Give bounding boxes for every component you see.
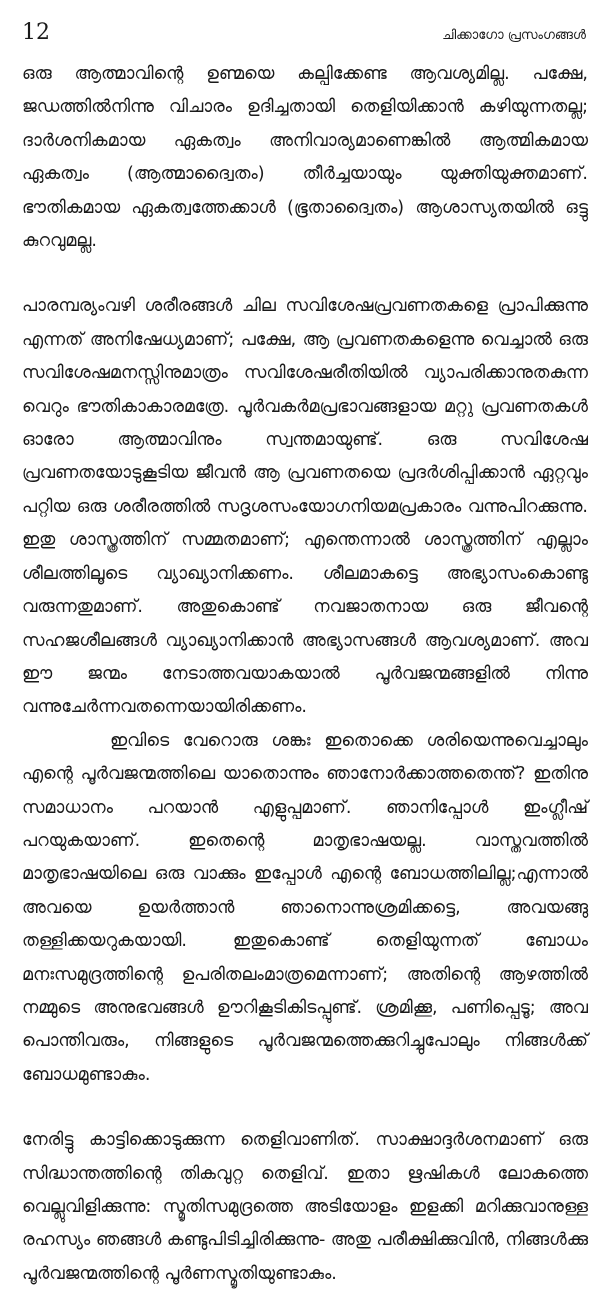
paragraph-3: ഇവിടെ വേറൊരു ശങ്കഃ ഇതൊക്കെ ശരിയെന്നുവെച്ചാലും എന്റെ പൂർവജന്മത്തിലെ യാതൊന്നും ഞാനോർക്കാത്തതെന്ത്? ഇതിനു സമാധാനം പറയാൻ എളുപ്പമാണ്. ഞാനിപ്പോൾ ഇംഗ്ലീഷ് പറയുകയാണ്. ഇതെന്റെ മാതൃഭാഷയല്ല. വാസ്തവത്തിൽ മാതൃഭാഷയിലെ ഒരു വാക്കും ഇപ്പോൾ എന്റെ ബോധത്തിലില്ല;എന്നാൽ അവയെ ഉയർത്താൻ ഞാനൊന്നുശ്രമിക്കട്ടെ, അവയങ്ങു തള്ളിക്കയറുകയായി. ഇതുകൊണ്ട് തെളിയുന്നത് ബോധം മനഃസമുദ്രത്തിന്റെ ഉപരിതലംമാത്രമെന്നാണ്; അതിന്റെ ആഴത്തിൽ നമ്മുടെ അനുഭവങ്ങൾ ഊറികൂടികിടപ്പുണ്ട്. ശ്രമിക്കൂ, പണിപ്പെടൂ; അവ പൊന്തിവരും, നിങ്ങളുടെ പൂർവജന്മത്തെക്കുറിച്ചുപോലും നിങ്ങൾക്ക് ബോധമുണ്ടാകും. <box>22 730 588 1085</box>
page-body <box>22 58 588 1291</box>
page-number: 12 <box>22 20 50 45</box>
paragraph-1: ഒരു ആത്മാവിന്റെ ഉണ്മയെ കല്പിക്കേണ്ട ആവശ്യമില്ല. പക്ഷേ, ജഡത്തിൽനിന്നു വിചാരം ഉദിച്ചതായി തെളിയിക്കാൻ കഴിയുന്നതല്ല; ദാർശനികമായ ഏകത്വം അനിവാര്യമാണെങ്കിൽ ആത്മികമായ ഏകത്വം (ആത്മാദ്വൈതം) തീർച്ചയായും യുക്തിയുക്തമാണ്. ഭൗതികമായ ഏകത്വത്തേക്കാൾ (ഭൂതാദ്വൈതം) ആശാസ്യതയിൽ ഒട്ടു കുറവുമല്ല. <box>22 64 588 252</box>
running-title: ചിക്കാഗോ പ്രസംഗങ്ങൾ <box>442 28 586 43</box>
paragraph-4: നേരിട്ടു കാട്ടിക്കൊടുക്കുന്ന തെളിവാണിത്. സാക്ഷാദ്ദർശനമാണ് ഒരു സിദ്ധാന്തത്തിന്റെ തികവുറ്റ തെളിവ്. ഇതാ ഋഷികൾ ലോകത്തെ വെല്ലുവിളിക്കുന്നു: സ്മൃതിസമുദ്രത്തെ അടിയോളം ഇളക്കി മറിക്കുവാനുള്ള രഹസ്യം ഞങ്ങൾ കണ്ടുപിടിച്ചിരിക്കുന്നു- അതു പരീക്ഷിക്കുവിൻ, നിങ്ങൾക്കു പൂർവജന്മത്തിന്റെ പൂർണസ്മൃതിയുണ്ടാകും. <box>22 1130 588 1284</box>
page-header <box>22 18 586 44</box>
paragraph-2: പാരമ്പര്യംവഴി ശരീരങ്ങൾ ചില സവിശേഷപ്രവണതകളെ പ്രാപിക്കുന്നു എന്നത് അനിഷേധ്യമാണ്; പക്ഷേ, ആ പ്രവണതകളെന്നു വെച്ചാൽ ഒരു സവിശേഷമനസ്സിനുമാത്രം സവിശേഷരീതിയിൽ വ്യാപരിക്കാനുതകുന്ന വെറും ഭൗതികാകാരമത്രേ. പൂർവകർമപ്രഭാവങ്ങളായ മറ്റു പ്രവണതകൾ ഓരോ ആത്മാവിനും സ്വന്തമായുണ്ട്. ഒരു സവിശേഷ പ്രവണതയോടുകൂടിയ ജീവൻ ആ പ്രവണതയെ പ്രദർശിപ്പിക്കാൻ ഏറ്റവും പറ്റിയ ഒരു ശരീരത്തിൽ സദൃശസംയോഗനിയമപ്രകാരം വന്നുപിറക്കുന്നു. ഇതു ശാസ്ത്രത്തിന് സമ്മതമാണ്; എന്തെന്നാൽ ശാസ്ത്രത്തിന് എല്ലാം ശീലത്തിലൂടെ വ്യാഖ്യാനിക്കണം. ശീലമാകട്ടെ അഭ്യാസംകൊണ്ടു വരുന്നതുമാണ്. അതുകൊണ്ട് നവജാതനായ ഒരു ജീവന്റെ സഹജശീലങ്ങൾ വ്യാഖ്യാനിക്കാൻ അഭ്യാസങ്ങൾ ആവശ്യമാണ്. അവ ഈ ജന്മം നേടാത്തവയാകയാൽ പൂർവജന്മങ്ങളിൽ നിന്നു വന്നുചേർന്നവതന്നെയായിരിക്കണം. <box>22 296 588 718</box>
